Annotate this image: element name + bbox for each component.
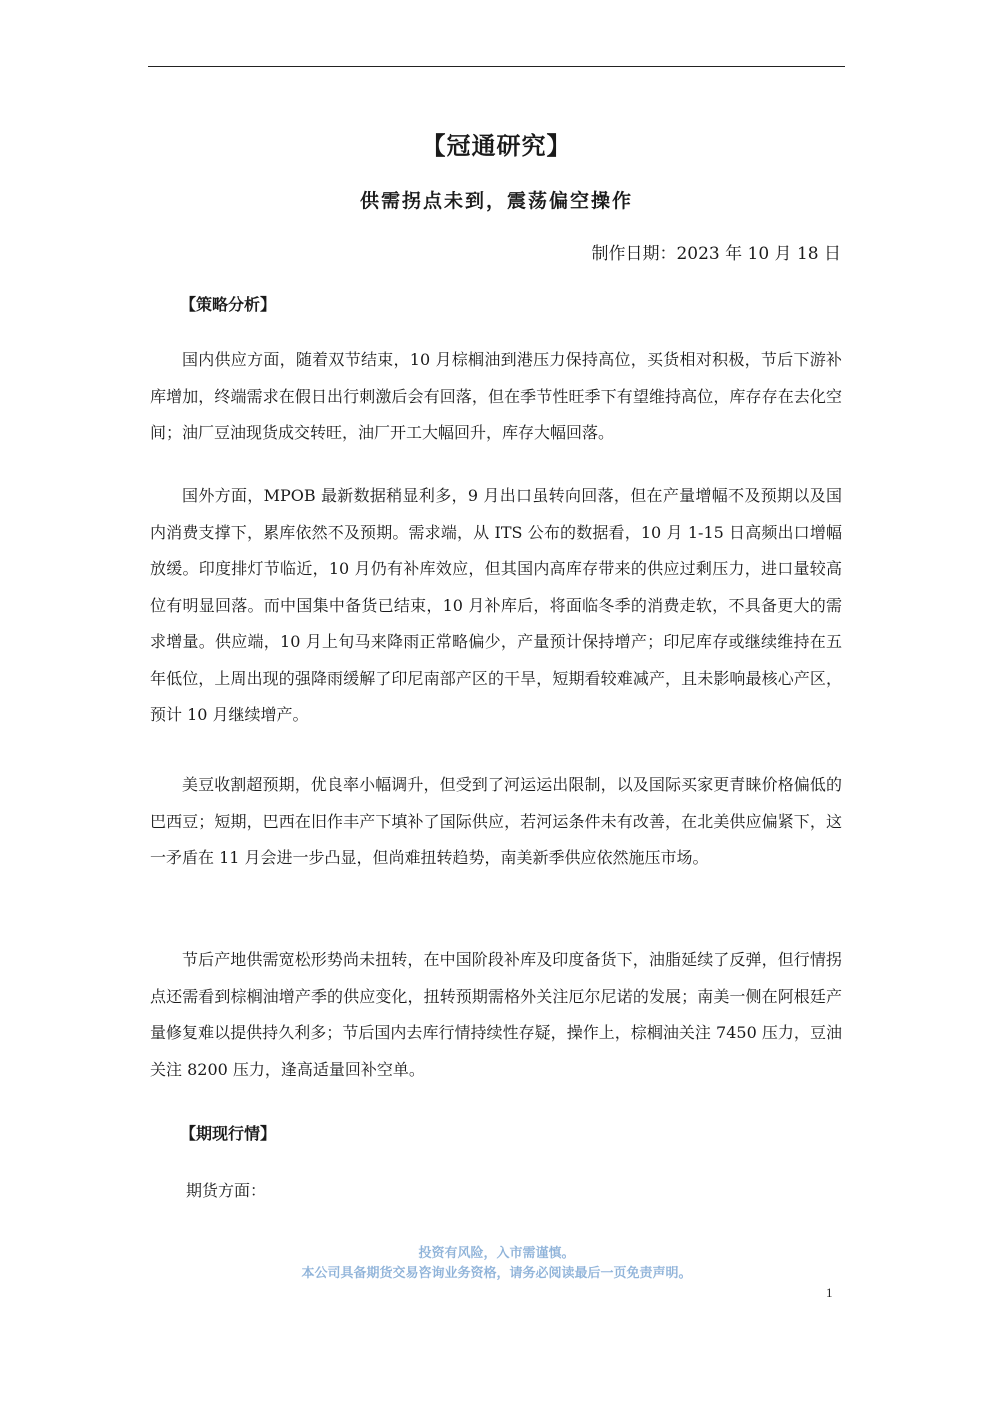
section-heading-strategy: 【策略分析】: [180, 295, 277, 314]
header-rule: [148, 66, 845, 67]
strategy-paragraph-overseas: 国外方面，MPOB 最新数据稍显利多，9 月出口虽转向回落，但在产量增幅不及预期以及国内消费支撑下，累库依然不及预期。需求端，从 ITS 公布的数据看，10 月 1-15 日高频出口增幅放缓。印度排灯节临近，10 月仍有补库效应，但其国内高库存带来的供应过剩压力，进口量较高位有明显回落。而中国集中备货已结束，10 月补库后，将面临冬季的消费走软，不具备更大的需求增量。供应端，10 月上旬马来降雨正常略偏少，产量预计保持增产；印尼库存或继续维持在五年低位，上周出现的强降雨缓解了印尼南部产区的干旱，短期看较难减产，且未影响最核心产区，预计 10 月继续增产。: [150, 486, 842, 724]
futures-label: 期货方面：: [186, 1181, 267, 1200]
report-subtitle: 供需拐点未到，震荡偏空操作: [359, 190, 633, 212]
strategy-paragraph-soybean: 美豆收割超预期，优良率小幅调升，但受到了河运运出限制，以及国际买家更青睐价格偏低的巴西豆；短期，巴西在旧作丰产下填补了国际供应，若河运条件未有改善，在北美供应偏紧下，这一矛盾在 11 月会进一步凸显，但尚难扭转趋势，南美新季供应依然施压市场。: [150, 775, 842, 867]
report-date: 制作日期：2023 年 10 月 18 日: [591, 244, 841, 264]
strategy-paragraph-domestic: 国内供应方面，随着双节结束，10 月棕榈油到港压力保持高位，买货相对积极，节后下游补库增加，终端需求在假日出行刺激后会有回落，但在季节性旺季下有望维持高位，库存存在去化空间；油厂豆油现货成交转旺，油厂开工大幅回升，库存大幅回落。: [150, 350, 842, 442]
strategy-paragraph-outlook: 节后产地供需宽松形势尚未扭转，在中国阶段补库及印度备货下，油脂延续了反弹，但行情拐点还需看到棕榈油增产季的供应变化，扭转预期需格外关注厄尔尼诺的发展；南美一侧在阿根廷产量修复难以提供持久利多；节后国内去库行情持续性存疑，操作上，棕榈油关注 7450 压力，豆油关注 8200 压力，逢高适量回补空单。: [150, 950, 842, 1079]
risk-warning: 投资有风险，入市需谨慎。: [418, 1246, 575, 1261]
report-title: 【冠通研究】: [421, 131, 572, 160]
disclaimer-notice: 本公司具备期货交易咨询业务资格，请务必阅读最后一页免责声明。: [301, 1266, 692, 1281]
page-number: 1: [826, 1285, 833, 1300]
section-heading-market: 【期现行情】: [180, 1124, 277, 1143]
